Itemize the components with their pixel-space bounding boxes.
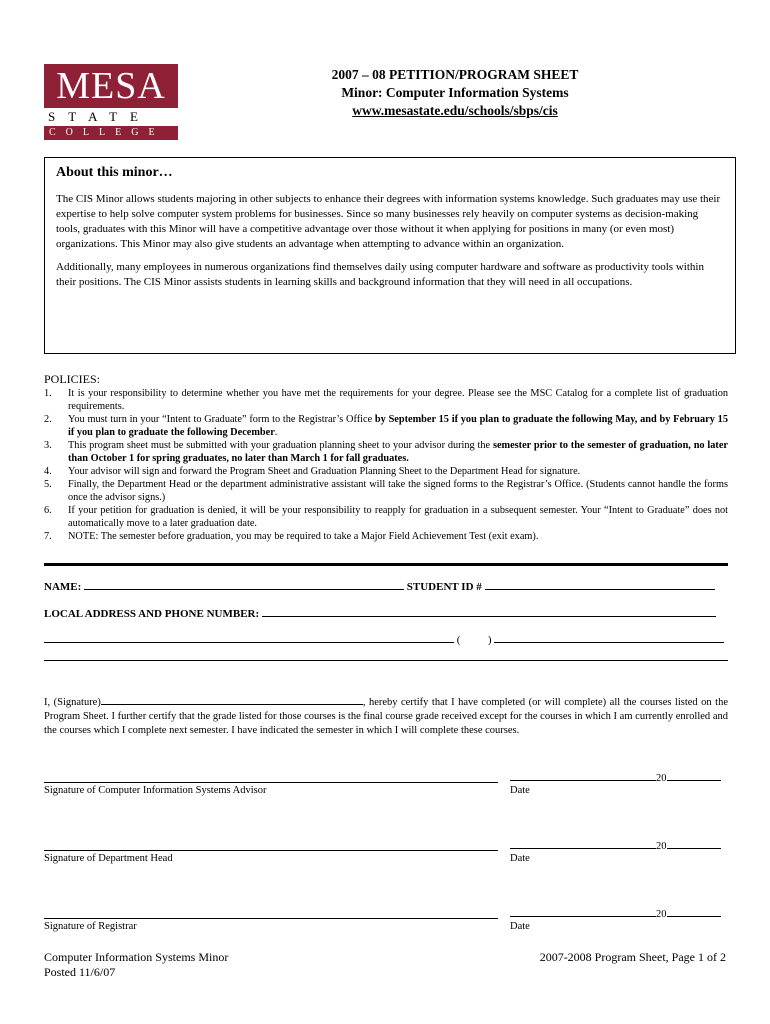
policy-item: 4. Your advisor will sign and forward the Program Sheet and Graduation Planning Sheet to the Department Head for signature.: [44, 466, 581, 477]
name-row: [44, 579, 728, 593]
policy-item: 3. This program sheet must be submitted with your graduation planning sheet to your advisor during the semester prior to the semester of graduation, no later than October 1 for spring graduates, no later than March 1 for fall graduates.: [44, 440, 728, 464]
policies-list: [44, 387, 728, 543]
advisor-signature-line[interactable]: [44, 782, 498, 783]
policies-title: POLICIES:: [44, 372, 101, 386]
student-id-field[interactable]: [485, 579, 715, 590]
advisor-signature-label: Signature of Computer Information Systems Advisor: [44, 785, 267, 796]
advisor-date-label: Date: [510, 785, 530, 796]
footer-posted-date: Posted 11/6/07: [44, 965, 116, 979]
about-heading: About this minor…: [56, 165, 173, 180]
registrar-signature-label: Signature of Registrar: [44, 921, 137, 932]
department-head-date-label: Date: [510, 853, 530, 864]
department-head-signature-line[interactable]: [44, 850, 498, 851]
address-field[interactable]: [262, 606, 716, 617]
form-divider: [44, 660, 728, 661]
address-line-2-field[interactable]: [44, 632, 454, 643]
registrar-date-field[interactable]: 20: [510, 906, 726, 920]
policy-item: 5. Finally, the Department Head or the department administrative assistant will take the signed forms to the Registrar’s Office. (Students cannot handle the forms once the advisor signs.): [44, 479, 728, 503]
name-label: NAME:: [44, 581, 82, 593]
registrar-date-label: Date: [510, 921, 530, 932]
logo-state: STATE: [48, 109, 151, 124]
name-field[interactable]: [84, 579, 404, 590]
mesa-state-logo: [44, 64, 178, 140]
policy-item: 7. NOTE: The semester before graduation, you may be required to take a Major Field Achievement Test (exit exam).: [44, 531, 539, 542]
area-code-field[interactable]: [463, 633, 485, 643]
policy-item: 1. It is your responsibility to determine whether you have met the requirements for your degree. Please see the MSC Catalog for a complete list of graduation requirements.: [44, 388, 728, 412]
student-id-label: STUDENT ID #: [406, 581, 482, 593]
about-paragraph-2: Additionally, many employees in numerous organizations find themselves daily using computer hardware and software as productivity tools within their positions. The CIS Minor assists students in learning skills and background information that they will need in all occupations.: [56, 261, 704, 288]
registrar-signature-line[interactable]: [44, 918, 498, 919]
certify-signature-field[interactable]: [101, 695, 363, 705]
document-header: [260, 66, 650, 120]
footer-page-number: 2007-2008 Program Sheet, Page 1 of 2: [539, 950, 726, 964]
about-paragraph-1: The CIS Minor allows students majoring in other subjects to enhance their degrees with information systems knowledge. Such graduates may use their expertise to help solve computer system problems for businesses. Since so many businesses rely heavily on computer systems as decision-making tools, graduates with this Minor will have a competitive advantage over those without it when applying for positions in many (or even most) organizations. This Minor may also give students an advantage when attempting to advance within an organization.: [56, 193, 721, 250]
document-title: 2007 – 08 PETITION/PROGRAM SHEET: [331, 67, 579, 82]
department-head-date-field[interactable]: 20: [510, 838, 726, 852]
policy-item: 6. If your petition for graduation is denied, it will be your responsibility to reapply for graduation in a subsequent semester. Your “Intent to Graduate” does not automatically move to a later graduation date.: [44, 505, 728, 529]
certification-statement: I, (Signature) , hereby certify that I have completed (or will complete) all the courses listed on the Program Sheet. I further certify that the grade listed for those courses is the final course grade received except for the courses in which I am currently enrolled and the courses which I complete next semester. I have indicated the semester in which I will complete these courses.: [44, 697, 728, 736]
footer-left: [44, 950, 228, 980]
logo-college: COLLEGE: [44, 126, 178, 140]
policies-section: [44, 372, 728, 543]
address-row: [44, 606, 728, 620]
phone-field[interactable]: [494, 632, 724, 643]
department-head-signature-label: Signature of Department Head: [44, 853, 173, 864]
address-label: LOCAL ADDRESS AND PHONE NUMBER:: [44, 608, 260, 620]
document-subtitle: Minor: Computer Information Systems: [341, 85, 569, 100]
logo-mesa: MESA: [44, 64, 178, 108]
about-minor-box: [44, 157, 736, 354]
advisor-date-field[interactable]: 20: [510, 770, 726, 784]
section-divider: [44, 563, 728, 566]
program-url[interactable]: www.mesastate.edu/schools/sbps/cis: [352, 103, 558, 118]
address-phone-row: ( ): [44, 632, 728, 646]
policy-item: 2. You must turn in your “Intent to Graduate” form to the Registrar’s Office by September 15 if you plan to graduate the following May, and by February 15 if you plan to graduate the following December.: [44, 414, 728, 438]
footer-program-name: Computer Information Systems Minor: [44, 950, 229, 964]
